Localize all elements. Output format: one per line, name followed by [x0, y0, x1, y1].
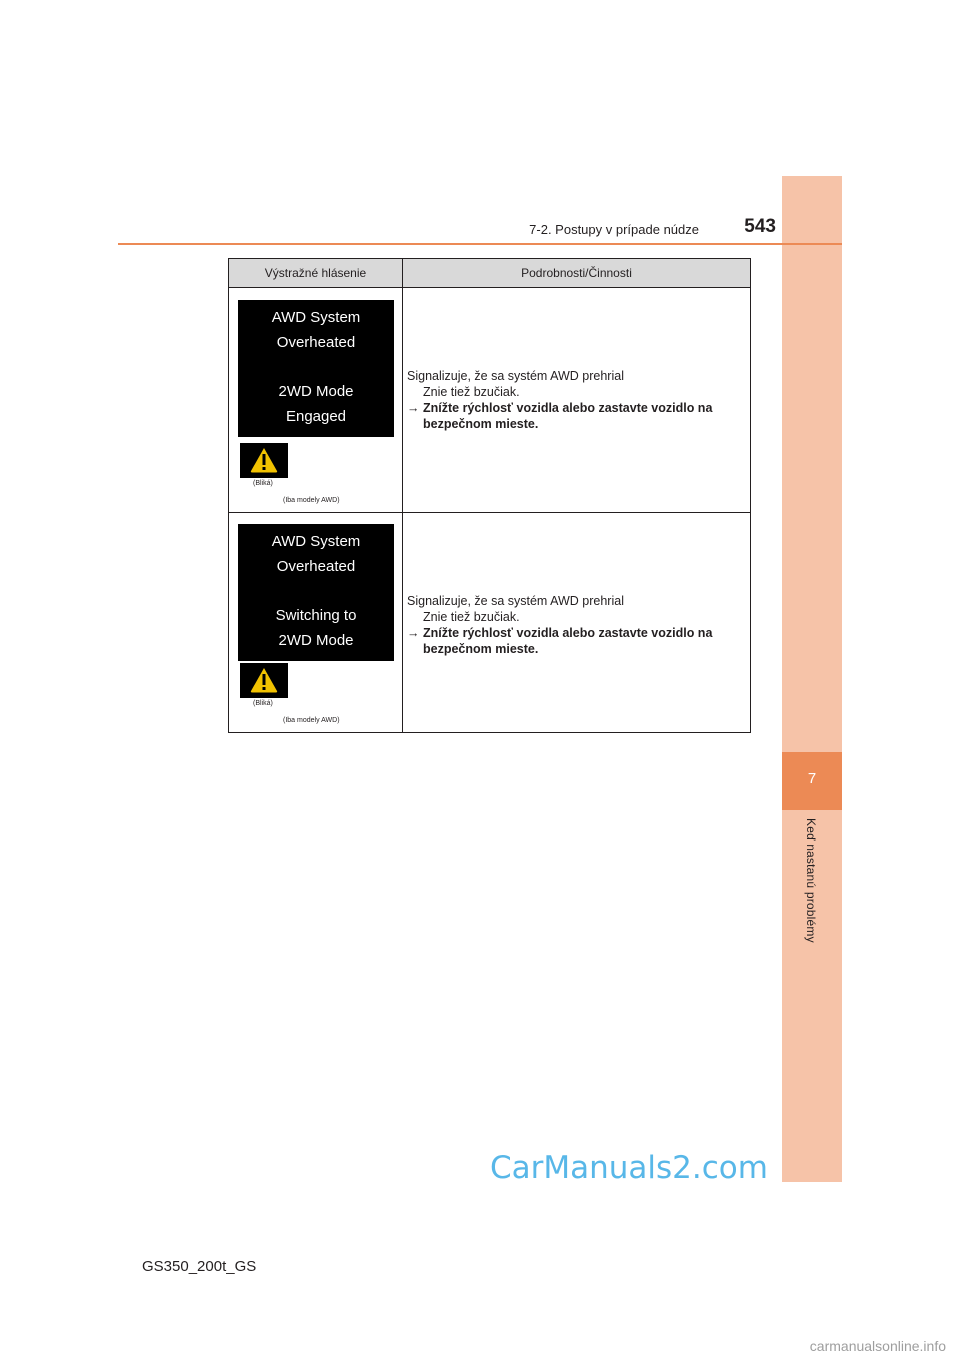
model-code: GS350_200t_GS	[142, 1258, 257, 1275]
action-label: Znížte rýchlosť vozidla alebo zastavte vozidlo na bezpečnom mieste.	[423, 626, 713, 656]
watermark-logo: CarManuals2.com	[490, 1150, 768, 1186]
display-screen	[238, 300, 394, 437]
table-row	[229, 513, 751, 733]
note-text: Znie tiež bzučiak.	[423, 610, 520, 624]
display-screen	[238, 524, 394, 661]
warning-triangle-icon	[249, 666, 279, 694]
page-number: 543	[744, 216, 776, 237]
header-rule	[118, 243, 842, 245]
section-title: 7-2. Postupy v prípade núdze	[529, 222, 699, 237]
warning-image-cell	[229, 513, 403, 733]
screen-text: Overheated	[276, 558, 356, 575]
arrow-right-icon: →	[407, 626, 420, 640]
note-text: Znie tiež bzučiak.	[423, 385, 520, 399]
table-header-row	[229, 259, 751, 288]
warning-light-box	[240, 443, 288, 478]
screen-text: 2WD Mode	[278, 383, 354, 400]
description-text: Signalizuje, že sa systém AWD prehrial	[407, 369, 624, 383]
screen-text: Engaged	[285, 408, 347, 425]
chapter-title: Keď nastanú problémy	[804, 818, 818, 943]
details-text	[407, 368, 737, 432]
source-footer	[0, 1332, 960, 1358]
details-cell	[403, 513, 751, 733]
arrow-right-icon: →	[407, 401, 420, 415]
warning-image-cell	[229, 288, 403, 513]
details-text	[407, 593, 737, 657]
action-text	[407, 400, 737, 432]
warning-triangle-icon	[249, 446, 279, 474]
screen-text: AWD System	[271, 309, 361, 326]
screen-text: 2WD Mode	[278, 632, 354, 649]
screen-text: Overheated	[276, 334, 356, 351]
column-header-details: Podrobnosti/Činnosti	[403, 259, 751, 288]
action-label: Znížte rýchlosť vozidla alebo zastavte vozidlo na bezpečnom mieste.	[423, 401, 713, 431]
screen-text: Switching to	[275, 607, 357, 624]
chapter-number: 7	[807, 770, 817, 787]
details-cell	[403, 288, 751, 513]
table-row	[229, 288, 751, 513]
model-label: (Iba modely AWD)	[283, 497, 340, 504]
description-text: Signalizuje, že sa systém AWD prehrial	[407, 594, 624, 608]
blink-label: (Bliká)	[253, 480, 273, 487]
model-label: (Iba modely AWD)	[283, 717, 340, 724]
chapter-side-tab	[782, 176, 842, 1182]
warning-messages-table	[228, 258, 751, 733]
blink-label: (Bliká)	[253, 700, 273, 707]
column-header-warning: Výstražné hlásenie	[229, 259, 403, 288]
source-link[interactable]: carmanualsonline.info	[809, 1338, 946, 1354]
screen-text: AWD System	[271, 533, 361, 550]
action-text	[407, 625, 737, 657]
warning-light-box	[240, 663, 288, 698]
